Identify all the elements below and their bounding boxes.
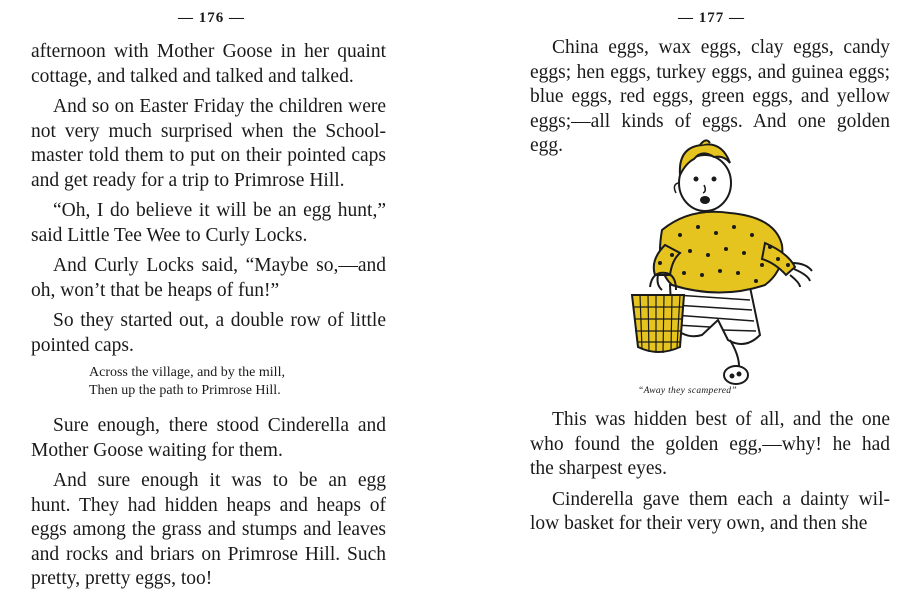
verse-line: Across the village, and by the mill,	[89, 365, 285, 380]
text-line: pretty, pretty eggs, too!	[31, 568, 213, 589]
text-line: “Oh, I do believe it will be an egg hunt,”	[53, 200, 386, 221]
paragraph	[31, 309, 386, 358]
page-number-right: — 177 —	[678, 10, 745, 26]
illustration-caption: “Away they scampered”	[638, 386, 737, 396]
paragraph	[31, 254, 386, 303]
text-line: egg.	[530, 135, 564, 156]
left-paragraphs	[31, 40, 386, 358]
paragraph	[31, 414, 386, 463]
paragraph	[31, 95, 386, 193]
paragraph	[530, 408, 890, 482]
verse-line: Then up the path to Primrose Hill.	[89, 383, 281, 398]
text-line: and get ready for a trip to Primrose Hill.	[31, 169, 345, 191]
verse	[89, 364, 386, 400]
text-line: eggs among the grass and stumps and leaves	[31, 519, 386, 540]
right-page	[460, 0, 915, 545]
text-line: eggs; hen eggs, turkey eggs, and guinea eggs;	[530, 61, 890, 83]
boy-running-with-basket-illustration	[610, 135, 820, 385]
text-line: pointed caps.	[31, 334, 134, 356]
left-page-text	[31, 40, 386, 598]
paragraph	[31, 40, 386, 89]
left-page	[0, 0, 455, 589]
text-line: China eggs, wax eggs, clay eggs, candy	[552, 37, 890, 58]
text-line: low basket for their very own, and then she	[530, 513, 868, 534]
text-line: oh, won’t that be heaps of fun!”	[31, 279, 280, 301]
text-line: And Curly Locks said, “Maybe so,—and	[53, 255, 386, 276]
right-page-text-bottom	[530, 408, 890, 543]
text-line: And sure enough it was to be an egg	[53, 470, 386, 491]
text-line: eggs;—all kinds of eggs. And one golden	[530, 110, 890, 132]
text-line: So they started out, a double row of little	[53, 310, 386, 331]
text-line: the sharpest eyes.	[530, 458, 667, 479]
text-line: Cinderella gave them each a dainty wil-	[552, 488, 890, 510]
text-line: said Little Tee Wee to Curly Locks.	[31, 224, 308, 246]
text-line: Mother Goose waiting for them.	[31, 439, 283, 461]
text-line: afternoon with Mother Goose in her quaint	[31, 41, 386, 62]
text-line: master told them to put on their pointed caps	[31, 145, 386, 166]
text-line: and rocks and briars on Primrose Hill. Such	[31, 543, 386, 565]
paragraph	[31, 199, 386, 248]
text-line: This was hidden best of all, and the one	[552, 409, 890, 430]
text-line: not very much surprised when the School-	[31, 120, 386, 142]
text-line: hunt. They had hidden heaps and heaps of	[31, 494, 386, 516]
text-line: And so on Easter Friday the children were	[53, 96, 386, 117]
text-line: blue eggs, red eggs, green eggs, and yellow	[530, 86, 890, 107]
text-line: who found the golden egg,—why! he had	[530, 433, 890, 455]
left-paragraphs-after	[31, 414, 386, 592]
paragraph	[31, 469, 386, 592]
text-line: Sure enough, there stood Cinderella and	[53, 415, 386, 436]
text-line: cottage, and talked and talked and talked.	[31, 65, 354, 87]
page-number-left: — 176 —	[178, 10, 245, 26]
paragraph	[530, 488, 890, 537]
